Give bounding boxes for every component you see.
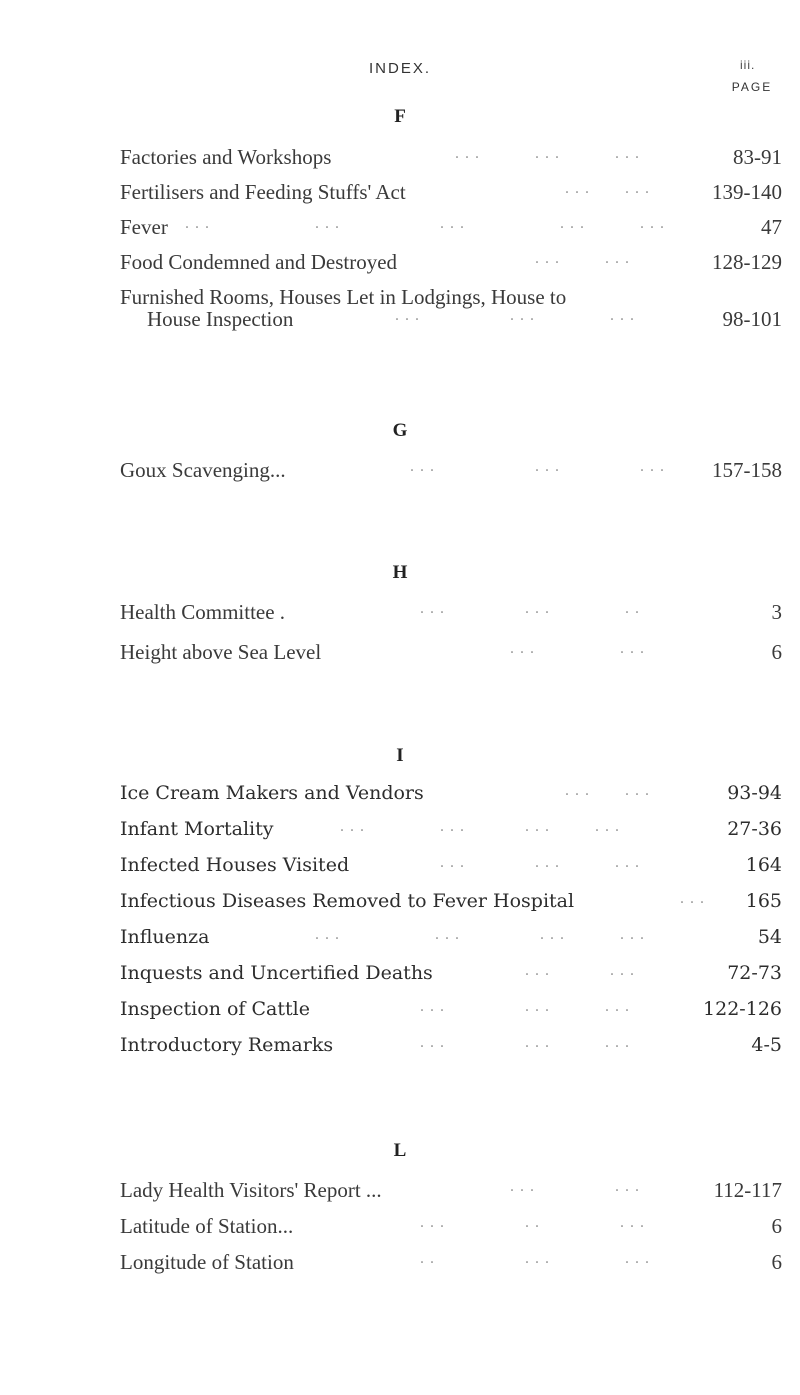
entry-label: Introductory Remarks xyxy=(120,1034,334,1056)
entry-pages: 139-140 xyxy=(712,180,782,204)
index-entry xyxy=(0,890,800,920)
index-entry xyxy=(0,1214,800,1244)
entry-label: Factories and Workshops xyxy=(120,145,332,169)
index-entry xyxy=(0,998,800,1028)
index-entry xyxy=(0,818,800,848)
entry-pages: 83-91 xyxy=(733,145,782,169)
index-entry xyxy=(0,1034,800,1064)
entry-pages: 164 xyxy=(745,854,782,876)
section-letter-f: F xyxy=(394,106,406,127)
entry-label: Inspection of Cattle xyxy=(120,998,310,1020)
entry-pages: 93-94 xyxy=(727,782,782,804)
entry-pages: 72-73 xyxy=(727,962,782,984)
entry-label: Inquests and Uncertified Deaths xyxy=(120,962,433,984)
index-entry xyxy=(0,926,800,956)
leader-dots: . . . . . . . . xyxy=(420,600,640,617)
entry-label: Infant Mortality xyxy=(120,818,274,840)
entry-pages: 47 xyxy=(761,215,782,239)
page-column-heading: PAGE xyxy=(731,80,773,94)
leader-dots: . . . . . . xyxy=(525,962,635,979)
leader-dots: . . . . . . . . . xyxy=(395,307,635,324)
entry-label: Health Committee . xyxy=(120,600,286,624)
page-number: iii. xyxy=(740,58,756,72)
leader-dots: . . . . . . xyxy=(510,1178,640,1195)
leader-dots: . . . . . . . . xyxy=(420,1214,645,1231)
leader-dots: . . . xyxy=(680,890,705,907)
entry-pages: 98-101 xyxy=(722,307,782,331)
entry-label: Goux Scavenging... xyxy=(120,458,286,482)
entry-pages: 122-126 xyxy=(703,998,782,1020)
leader-dots: . . . . . . . . . . . . xyxy=(315,926,645,943)
entry-label: Latitude of Station... xyxy=(120,1214,294,1238)
entry-label: Ice Cream Makers and Vendors xyxy=(120,782,424,804)
entry-label: Infectious Diseases Removed to Fever Hospital xyxy=(120,890,575,912)
leader-dots: . . . . . . . . . xyxy=(455,145,640,162)
entry-pages: 128-129 xyxy=(712,250,782,274)
section-letter-h: H xyxy=(392,562,408,583)
section-letter-l: L xyxy=(393,1140,407,1161)
entry-pages: 157-158 xyxy=(712,458,782,482)
entry-pages: 6 xyxy=(771,1214,782,1238)
leader-dots: . . . . . . . . . xyxy=(420,998,630,1015)
entry-label: Influenza xyxy=(120,926,210,948)
entry-label: Food Condemned and Destroyed xyxy=(120,250,398,274)
section-letter-i: I xyxy=(396,745,404,766)
index-entry xyxy=(0,854,800,884)
leader-dots: . . . . . . . . . xyxy=(440,854,640,871)
entry-label: Lady Health Visitors' Report ... xyxy=(120,1178,382,1202)
index-entry xyxy=(0,1250,800,1280)
entry-pages: 165 xyxy=(745,890,782,912)
entry-label: Furnished Rooms, Houses Let in Lodgings, House to xyxy=(120,285,567,309)
index-entry xyxy=(0,640,800,670)
entry-label: Fever xyxy=(120,215,168,239)
index-entry xyxy=(0,458,800,488)
entry-pages: 6 xyxy=(771,1250,782,1274)
entry-pages: 27-36 xyxy=(727,818,782,840)
leader-dots: . . . . . . . . . . . . xyxy=(340,818,620,835)
entry-label: Infected Houses Visited xyxy=(120,854,350,876)
entry-label: Longitude of Station xyxy=(120,1250,294,1274)
leader-dots: . . . . . . xyxy=(535,250,630,267)
entry-pages: 112-117 xyxy=(713,1178,782,1202)
leader-dots: . . . . . . xyxy=(565,782,650,799)
index-entry xyxy=(0,180,800,210)
entry-pages: 6 xyxy=(771,640,782,664)
entry-label: Height above Sea Level xyxy=(120,640,322,664)
index-entry xyxy=(0,285,800,340)
index-entry xyxy=(0,600,800,630)
leader-dots: . . . . . . . . xyxy=(420,1250,650,1267)
index-entry xyxy=(0,145,800,175)
index-entry xyxy=(0,215,800,245)
leader-dots: . . . . . . xyxy=(565,180,650,197)
index-entry xyxy=(0,1178,800,1208)
running-head: INDEX. xyxy=(368,60,431,77)
entry-pages: 3 xyxy=(771,600,782,624)
index-entry xyxy=(0,782,800,812)
entry-label: Fertilisers and Feeding Stuffs' Act xyxy=(120,180,406,204)
leader-dots: . . . . . . xyxy=(510,640,645,657)
leader-dots: . . . . . . . . . . . . . . . xyxy=(185,215,665,232)
leader-dots: . . . . . . . . . xyxy=(410,458,665,475)
entry-label-continued: House Inspection xyxy=(147,307,294,331)
index-entry xyxy=(0,962,800,992)
entry-pages: 54 xyxy=(757,926,782,948)
entry-pages: 4-5 xyxy=(751,1034,782,1056)
section-letter-g: G xyxy=(392,420,408,441)
index-entry xyxy=(0,250,800,280)
leader-dots: . . . . . . . . . xyxy=(420,1034,630,1051)
